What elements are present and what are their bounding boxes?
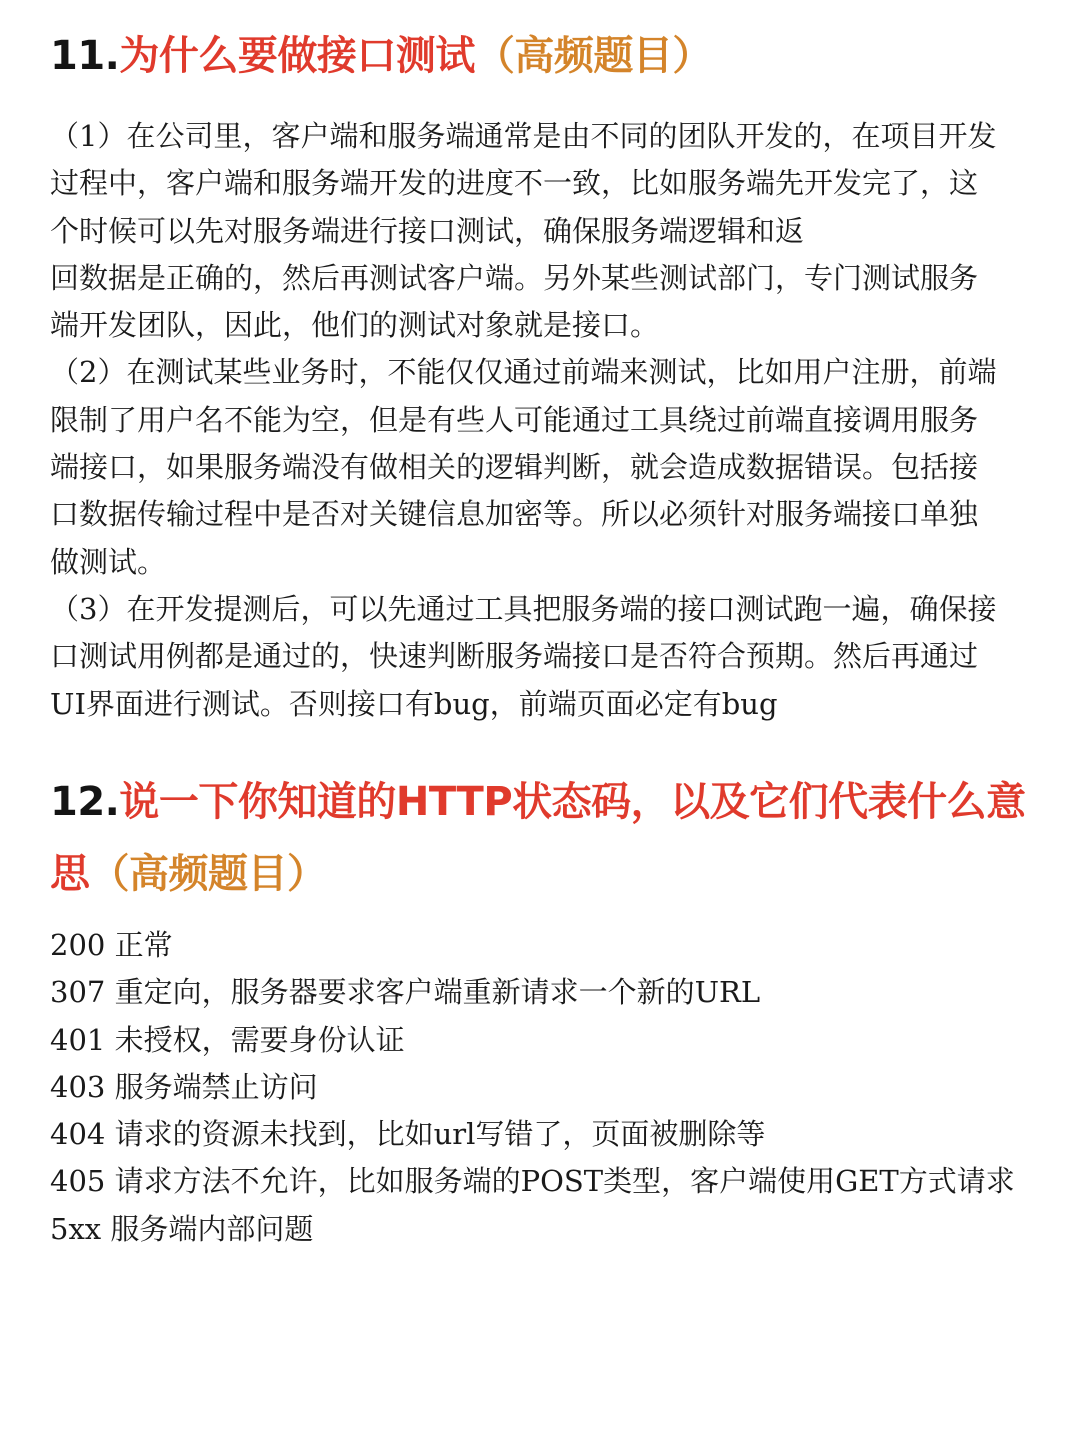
answer-line: 限制了用户名不能为空，但是有些人可能通过工具绕过前端直接调用服务 [50,402,979,437]
answer-line: 回数据是正确的，然后再测试客户端。另外某些测试部门，专门测试服务 [50,260,979,295]
answer-line: （1）在公司里，客户端和服务端通常是由不同的团队开发的，在项目开发 [50,119,997,153]
question-12-tag: （高频题目） [89,851,327,897]
question-11-heading [50,32,712,80]
question-12-heading [50,766,1035,910]
answer-line: 口数据传输过程中是否对关键信息加密等。所以必须针对服务端接口单独 [50,497,979,532]
question-11-title: 为什么要做接口测试 [119,33,475,79]
question-12-number: 12. [50,779,120,825]
question-11-answer [50,113,996,728]
answer-line: UI界面进行测试。否则接口有bug，前端页面必定有bug [50,686,778,721]
answer-line: 个时候可以先对服务端进行接口测试，确保服务端逻辑和返 [50,213,805,248]
question-11-number: 11. [50,33,120,79]
answer-line: （3）在开发提测后，可以先通过工具把服务端的接口测试跑一遍，确保接 [50,591,997,626]
answer-line: （2）在测试某些业务时，不能仅仅通过前端来测试，比如用户注册，前端 [50,355,997,390]
status-code-list [50,922,1015,1253]
status-code-item: 405 请求方法不允许，比如服务端的POST类型，客户端使用GET方式请求 [50,1164,1015,1199]
status-code-item: 404 请求的资源未找到，比如url写错了，页面被删除等 [50,1117,766,1152]
status-code-item: 200 正常 [50,928,173,962]
status-code-item: 401 未授权，需要身份认证 [50,1022,405,1057]
answer-line: 端开发团队，因此，他们的测试对象就是接口。 [50,308,660,343]
status-code-item: 403 服务端禁止访问 [50,1069,318,1104]
answer-line: 过程中，客户端和服务端开发的进度不一致，比如服务端先开发完了，这 [50,166,979,201]
answer-line: 端接口，如果服务端没有做相关的逻辑判断，就会造成数据错误。包括接 [50,450,979,485]
question-11-tag: （高频题目） [474,33,712,79]
status-code-item: 307 重定向，服务器要求客户端重新请求一个新的URL [50,975,761,1010]
status-code-item: 5xx 服务端内部问题 [50,1211,314,1246]
answer-line: 口测试用例都是通过的，快速判断服务端接口是否符合预期。然后再通过 [50,639,979,674]
question-12-title: 说一下你知道的HTTP状态码，以及它们代表什么意思 [50,779,1026,897]
answer-line: 做测试。 [50,544,167,579]
